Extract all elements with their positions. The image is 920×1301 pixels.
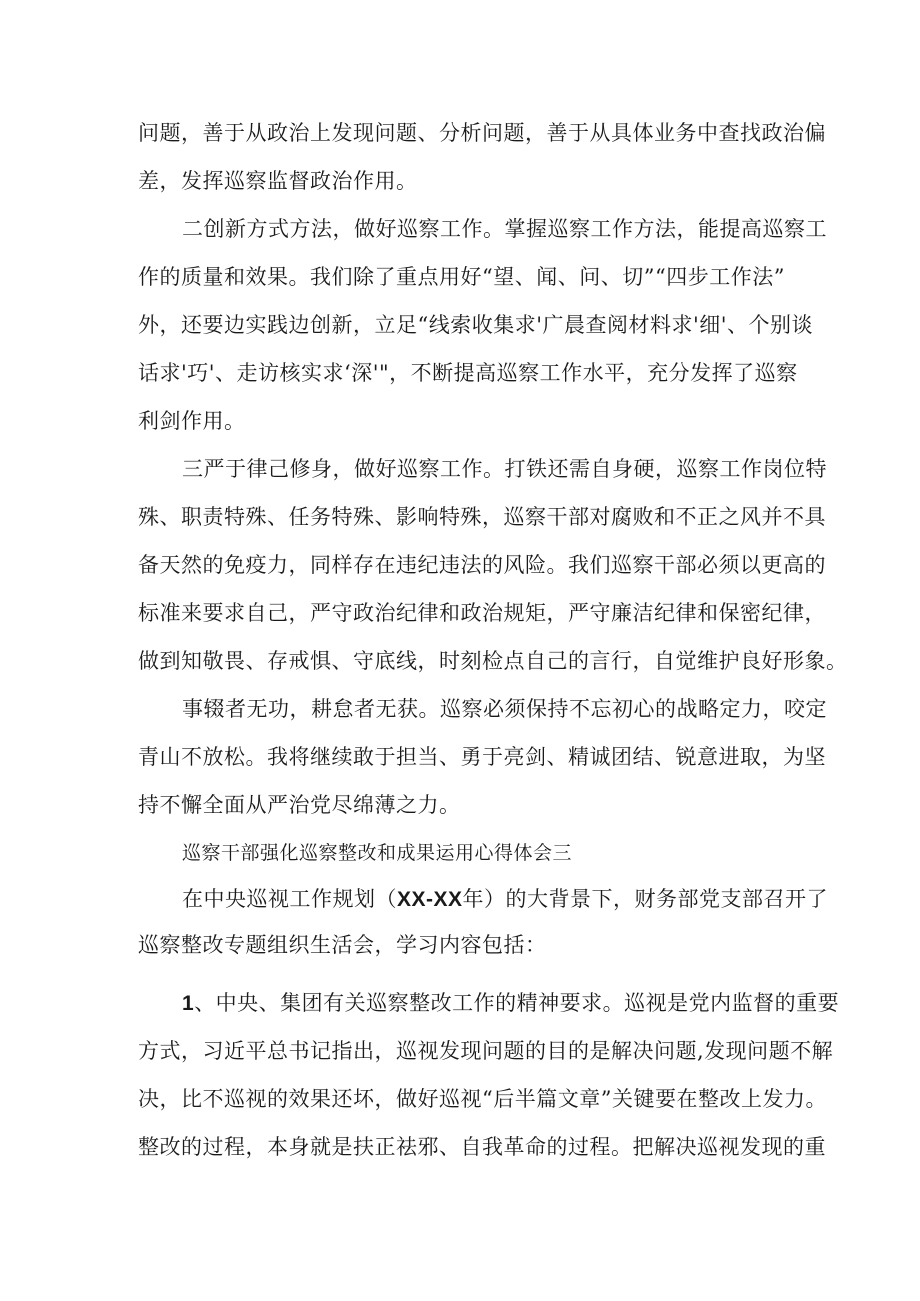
- text-line: 青山不放松。我将继续敢于担当、勇于亮剑、精诚团结、锐意进取，为坚: [138, 745, 826, 769]
- paragraph-start: 事辍者无功，耕怠者无获。巡察必须保持不忘初心的战略定力，咬定: [182, 697, 827, 721]
- text-segment: 、中央、集团有关巡察整改工作的精神要求。巡视是党内监督的重要: [194, 991, 840, 1015]
- text-line: 殊、职责特殊、任务特殊、影响特殊，巡察干部对腐败和不正之风并不具: [138, 505, 826, 529]
- section-heading: 巡察干部强化巡察整改和成果运用心得体会三: [182, 842, 573, 864]
- text-segment: 在中央巡视工作规划（: [182, 887, 397, 911]
- text-line: 备天然的免疫力，同样存在违纪违法的风险。我们巡察干部必须以更高的: [138, 553, 826, 577]
- text-line: 利剑作用。: [138, 409, 246, 433]
- paragraph-start: 二创新方式方法，做好巡察工作。掌握巡察工作方法，能提高巡察工: [182, 217, 827, 241]
- text-line: 巡察整改专题组织生活会，学习内容包括：: [138, 933, 547, 957]
- text-line: 整改的过程，本身就是扶正祛邪、自我革命的过程。把解决巡视发现的重: [138, 1135, 826, 1159]
- text-segment: 年）的大背景下，财务部党支部召开了: [462, 887, 829, 911]
- text-segment-bold: XX-XX: [397, 888, 463, 911]
- text-line: 外，还要边实践边创新，立足“线索收集求'广晨查阅材料求'细'、个别谈: [138, 313, 814, 337]
- text-line: 话求'巧'、走访核实求‘深'"，不断提高巡察工作水平，充分发挥了巡察: [138, 361, 798, 385]
- paragraph-start: [182, 988, 839, 1019]
- list-number: 1: [182, 992, 195, 1015]
- text-line: 持不懈全面从严治党尽绵薄之力。: [138, 793, 461, 817]
- text-line: 差，发挥巡察监督政治作用。: [138, 169, 418, 193]
- text-line: 作的质量和效果。我们除了重点用好“望、闻、问、切”“四步工作法”: [138, 265, 785, 289]
- text-line: 决，比不巡视的效果还坏，做好巡视“后半篇文章”关键要在整改上发力。: [138, 1087, 827, 1111]
- text-line: 方式，习近平总书记指出，巡视发现问题的目的是解决问题,发现问题不解: [138, 1039, 834, 1063]
- paragraph-start: [182, 884, 828, 915]
- paragraph-start: 三严于律己修身，做好巡察工作。打铁还需自身硬，巡察工作岗位特: [182, 457, 827, 481]
- text-line: 标准来要求自己，严守政治纪律和政治规矩，严守廉洁纪律和保密纪律，: [138, 601, 826, 625]
- text-line: 问题，善于从政治上发现问题、分析问题，善于从具体业务中查找政治偏: [138, 121, 826, 145]
- text-line: 做到知敬畏、存戒惧、守底线，时刻检点自己的言行，自觉维护良好形象。: [138, 649, 848, 673]
